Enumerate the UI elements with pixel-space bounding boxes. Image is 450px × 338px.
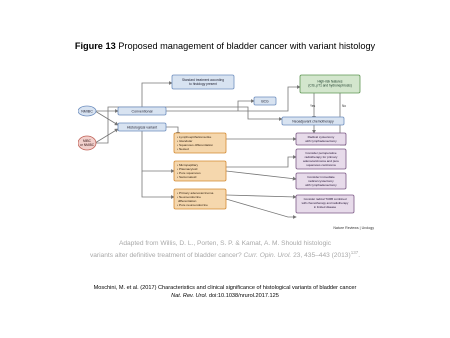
immediate-cystectomy-node — [296, 173, 346, 189]
text-line: differentiation — [177, 199, 197, 203]
caption-line-2 — [0, 248, 450, 260]
text-line: squamous carcinoma — [306, 163, 336, 167]
text-line: • Pure neuroendocrine — [177, 203, 208, 207]
neoadjuvant-label: Neoadjuvant chemotherapy — [292, 119, 334, 124]
high-risk-node — [300, 75, 360, 93]
slide-title — [0, 41, 450, 51]
caption-end: . — [358, 252, 361, 260]
text-line: • Micropapillary — [177, 163, 199, 167]
mibc-node — [78, 136, 96, 150]
management-flowchart — [78, 67, 378, 237]
text-line: or NMIBC — [80, 143, 94, 147]
nmibc-label: NMIBC — [81, 109, 93, 114]
text-line: • Lymphoepithelioma-like — [177, 135, 212, 139]
text-line: (CIS, pT1 and hydronephrosis) — [308, 83, 352, 88]
text-line: with lymphadenectomy — [305, 139, 337, 143]
text-line: radical cystectomy — [308, 179, 334, 183]
text-line: MIBC — [83, 139, 91, 143]
figure-credit: Nature Reviews | Urology — [333, 226, 374, 230]
turb-node — [296, 195, 354, 213]
caption-journal: Curr. Opin. Urol. — [243, 252, 292, 260]
text-line: • Pure squamous — [177, 171, 201, 175]
source-citation — [0, 285, 450, 300]
text-line: • Squamous differentiation — [177, 143, 214, 147]
text-line: • Sarcomatoid — [177, 175, 197, 179]
immediate-cystectomy-label — [305, 175, 337, 187]
text-line: • Neuroendocrine — [177, 195, 201, 199]
caption-ref: 137 — [350, 250, 359, 255]
radical-cystectomy-node — [296, 133, 346, 145]
text-line: • Plasmacytoid — [177, 167, 198, 171]
conventional-label: Conventional — [131, 109, 153, 114]
text-line: • Primary adenocarcinoma — [177, 191, 214, 195]
adaptation-caption — [0, 239, 450, 260]
text-line: Standard treatment according — [182, 78, 224, 82]
perioperative-label — [303, 151, 339, 167]
caption-line-1: Adapted from Willis, D. L., Porten, S. P. & Kamat, A. M. Should histologic — [118, 240, 332, 247]
citation-line-2 — [0, 293, 450, 301]
text-line: Consider immediate — [307, 175, 335, 179]
text-line: Consider perioperative — [305, 151, 337, 155]
variant-group-1 — [174, 133, 226, 153]
conventional-node — [118, 107, 166, 115]
figure-label: Figure 13 — [74, 41, 116, 51]
figure-title-text: Proposed management of bladder cancer with variant histology — [118, 41, 376, 51]
caption-line-2-text: variants alter definitive treatment of bladder cancer? — [89, 252, 244, 260]
standard-treatment-node — [172, 75, 234, 89]
radical-cystectomy-label — [305, 135, 337, 143]
variant-group-3 — [174, 189, 226, 209]
citation-doi: doi:10.1038/nrurol.2017.125 — [207, 292, 279, 299]
bcg-node — [254, 97, 276, 105]
histological-variant-node — [118, 123, 166, 131]
citation-journal: Nat. Rev. Urol. — [171, 292, 208, 299]
neoadjuvant-node — [282, 117, 344, 125]
text-line: radiotherapy for primary — [304, 155, 338, 159]
text-line: with lymphadenectomy — [305, 183, 337, 187]
branch-yes: Yes — [310, 104, 316, 108]
text-line: with chemotherapy and radiotherapy — [301, 201, 349, 205]
text-line: Consider radical TURB combined — [303, 197, 347, 201]
perioperative-node — [296, 149, 346, 169]
text-line: Radical cystectomy — [307, 135, 335, 139]
text-line: to histology present — [189, 82, 217, 86]
text-line: • Nested — [177, 147, 189, 151]
text-line: adenocarcinoma and pure — [303, 159, 339, 163]
citation-line-1: Moschini, M. et al. (2017) Characteristics and clinical significance of histological variants of bladder cancer — [93, 285, 357, 291]
nmibc-node — [78, 106, 96, 116]
bcg-label: BCG — [261, 99, 269, 104]
text-line: • Glandular — [177, 139, 193, 143]
caption-volume: 23, 435–443 (2013) — [291, 252, 351, 260]
text-line: in limited disease — [313, 205, 337, 209]
text-line: High-risk features — [317, 79, 343, 84]
histological-variant-label: Histological variant — [126, 125, 158, 130]
variant-group-2 — [174, 161, 226, 181]
branch-no: No — [342, 104, 347, 108]
